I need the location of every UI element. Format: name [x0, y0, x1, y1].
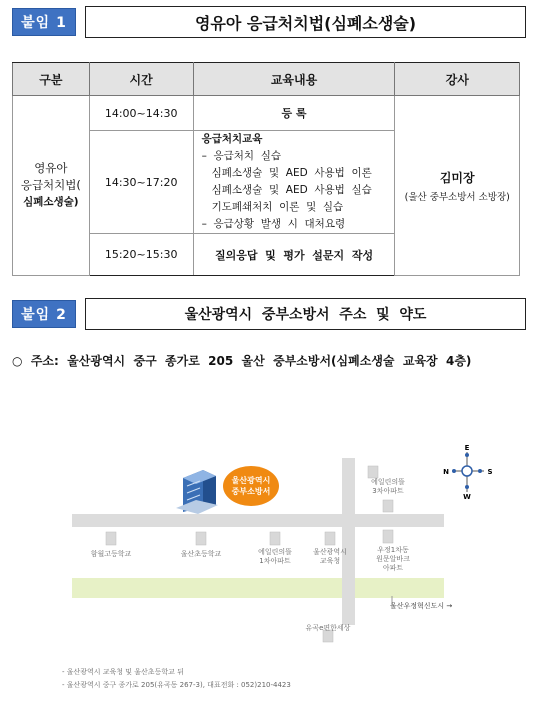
section1-badge: 붙임 1 — [12, 8, 76, 36]
compass-n: N — [443, 468, 449, 476]
green-strip — [72, 578, 444, 598]
header-time: 시간 — [89, 63, 193, 96]
lower-road — [342, 527, 355, 625]
instructor-name: 김미장 — [439, 170, 475, 185]
content-line: – 응급상황 발생 시 대처요령 — [201, 218, 346, 230]
landmark-block — [270, 532, 280, 545]
map-note: - 울산광역시 중구 종가로 205(유곡동 267-3), 대표전화 : 052)210-4423 — [62, 681, 291, 689]
landmark-block — [196, 532, 206, 545]
landmark-label: 에일린의뜰 — [258, 548, 292, 556]
time-cell: 14:00~14:30 — [89, 96, 193, 131]
landmark-label: 함월고등학교 — [90, 550, 132, 558]
landmark-block — [368, 466, 378, 478]
map-note: - 울산광역시 교육청 및 울산초등학교 뒤 — [62, 668, 184, 676]
section2-badge: 붙임 2 — [12, 300, 76, 328]
content-cell: 질의응답 및 평가 설문지 작성 — [193, 234, 395, 276]
landmark-label: 울산광역시 — [313, 548, 347, 556]
content-line: 응급처치교육 — [201, 133, 263, 145]
landmark-label: 에일린의뜰 — [371, 478, 405, 486]
header-instructor: 강사 — [395, 63, 520, 96]
time-cell: 15:20~15:30 — [89, 234, 193, 276]
landmark-label: 울산초등학교 — [180, 550, 222, 558]
station-label: 중부소방서 — [231, 487, 271, 496]
side-road — [342, 458, 355, 518]
innocity-label: 울산우정혁신도시 → — [390, 602, 453, 610]
category-line: 영유아 — [34, 161, 68, 175]
landmark-label: 유곡e편한세상 — [305, 624, 351, 632]
landmark-label: 1차아파트 — [259, 557, 291, 565]
landmark-block — [383, 500, 393, 512]
section2-title: 울산광역시 중부소방서 주소 및 약도 — [85, 298, 526, 330]
header-content: 교육내용 — [193, 63, 395, 96]
landmark-label: 아파트 — [382, 564, 404, 572]
content-cell: 등 록 — [193, 96, 395, 131]
landmark-label: 교육청 — [319, 557, 341, 565]
compass-s: S — [487, 468, 493, 476]
section1-title: 영유아 응급처치법(심폐소생술) — [85, 6, 526, 38]
landmark-label: 우정1차동 — [377, 546, 409, 554]
landmark-label: 3차아파트 — [372, 487, 404, 495]
station-label: 울산광역시 — [231, 476, 271, 485]
compass-e: E — [464, 444, 470, 452]
header-category: 구분 — [13, 63, 90, 96]
landmark-label: 원문알바크 — [376, 555, 410, 563]
instructor-org: (울산 중부소방서 소방장) — [404, 191, 510, 203]
address-line: ○ 주소: 울산광역시 중구 종가로 205 울산 중부소방서(심폐소생술 교육장 4층) — [12, 354, 472, 368]
category-line: 심폐소생술) — [23, 196, 79, 208]
station-marker — [223, 466, 279, 506]
content-line: 심폐소생술 및 AED 사용법 실습 — [201, 184, 372, 196]
landmark-block — [106, 532, 116, 545]
compass-icon — [443, 444, 492, 501]
time-cell: 14:30~17:20 — [89, 131, 193, 234]
content-line: 심폐소생술 및 AED 사용법 이론 — [201, 167, 372, 179]
content-line: 기도폐쇄처치 이론 및 실습 — [201, 201, 344, 213]
main-road — [72, 514, 444, 527]
landmark-block — [383, 530, 393, 543]
content-line: – 응급처치 실습 — [201, 150, 282, 162]
landmark-block — [325, 532, 335, 545]
category-line: 응급처치법( — [20, 178, 81, 192]
compass-w: W — [463, 493, 471, 501]
building-icon — [176, 470, 218, 514]
